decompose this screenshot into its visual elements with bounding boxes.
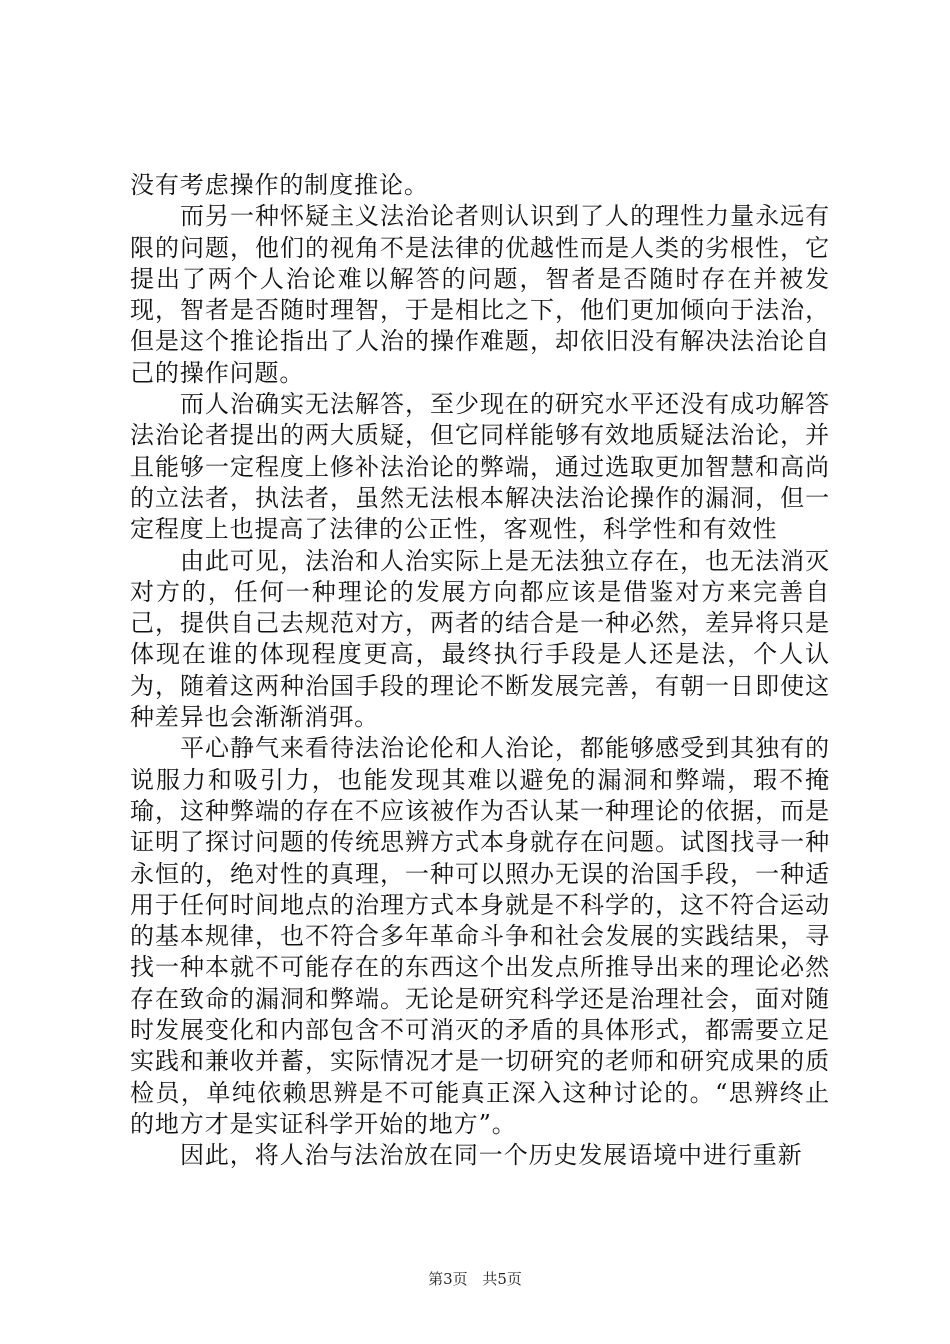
page-total: 共5页 (482, 1270, 522, 1288)
document-body (130, 170, 830, 1172)
paragraph-calm-view: 平心静气来看待法治论伦和人治论，都能够感受到其独有的说服力和吸引力，也能发现其难以避免的漏洞和弊端，瑕不掩瑜，这种弊端的存在不应该被作为否认某一种理论的依据，而是证明了探讨问题的传统思辨方式本身就存在问题。试图找寻一种永恒的，绝对性的真理，一种可以照办无误的治国手段，一种适用于任何时间地点的治理方式本身就是不科学的，这不符合运动的基本规律，也不符合多年革命斗争和社会发展的实践结果，寻找一种本就不可能存在的东西这个出发点所推导出来的理论必然存在致命的漏洞和弊端。无论是研究科学还是治理社会，面对随时发展变化和内部包含不可消灭的矛盾的具体形式，都需要立足实践和兼收并蓄，实际情况才是一切研究的老师和研究成果的质检员，单纯依赖思辨是不可能真正深入这种讨论的。“思辨终止的地方才是实证科学开始的地方”。 (130, 734, 830, 1138)
paragraph-therefore: 因此，将人治与法治放在同一个历史发展语境中进行重新 (180, 1141, 803, 1170)
paragraph-coexistence: 由此可见，法治和人治实际上是无法独立存在，也无法消灭对方的，任何一种理论的发展方向都应该是借鉴对方来完善自己，提供自己去规范对方，两者的结合是一种必然，差异将只是体现在谁的体现程度更高，最终执行手段是人还是法，个人认为，随着这两种治国手段的理论不断发展完善，有朝一日即使这种差异也会渐渐消弭。 (130, 546, 830, 732)
page-footer (0, 1268, 950, 1289)
paragraph-skeptical-rule-of-law: 而另一种怀疑主义法治论者则认识到了人的理性力量永远有限的问题，他们的视角不是法律的优越性而是人类的劣根性，它提出了两个人治论难以解答的问题，智者是否随时存在并被发现，智者是否随时理智，于是相比之下，他们更加倾向于法治，但是这个推论指出了人治的操作难题，却依旧没有解决法治论自己的操作问题。 (130, 202, 830, 387)
page-number: 第3页 (428, 1270, 468, 1288)
paragraph-continuation: 没有考虑操作的制度推论。 (130, 171, 429, 199)
paragraph-rule-of-man: 而人治确实无法解答，至少现在的研究水平还没有成功解答法治论者提出的两大质疑，但它同样能够有效地质疑法治论，并且能够一定程度上修补法治论的弊端，通过选取更加智慧和高尚的立法者，执法者，虽然无法根本解决法治论操作的漏洞，但一定程度上也提高了法律的公正性，客观性，科学性和有效性 (130, 390, 830, 544)
